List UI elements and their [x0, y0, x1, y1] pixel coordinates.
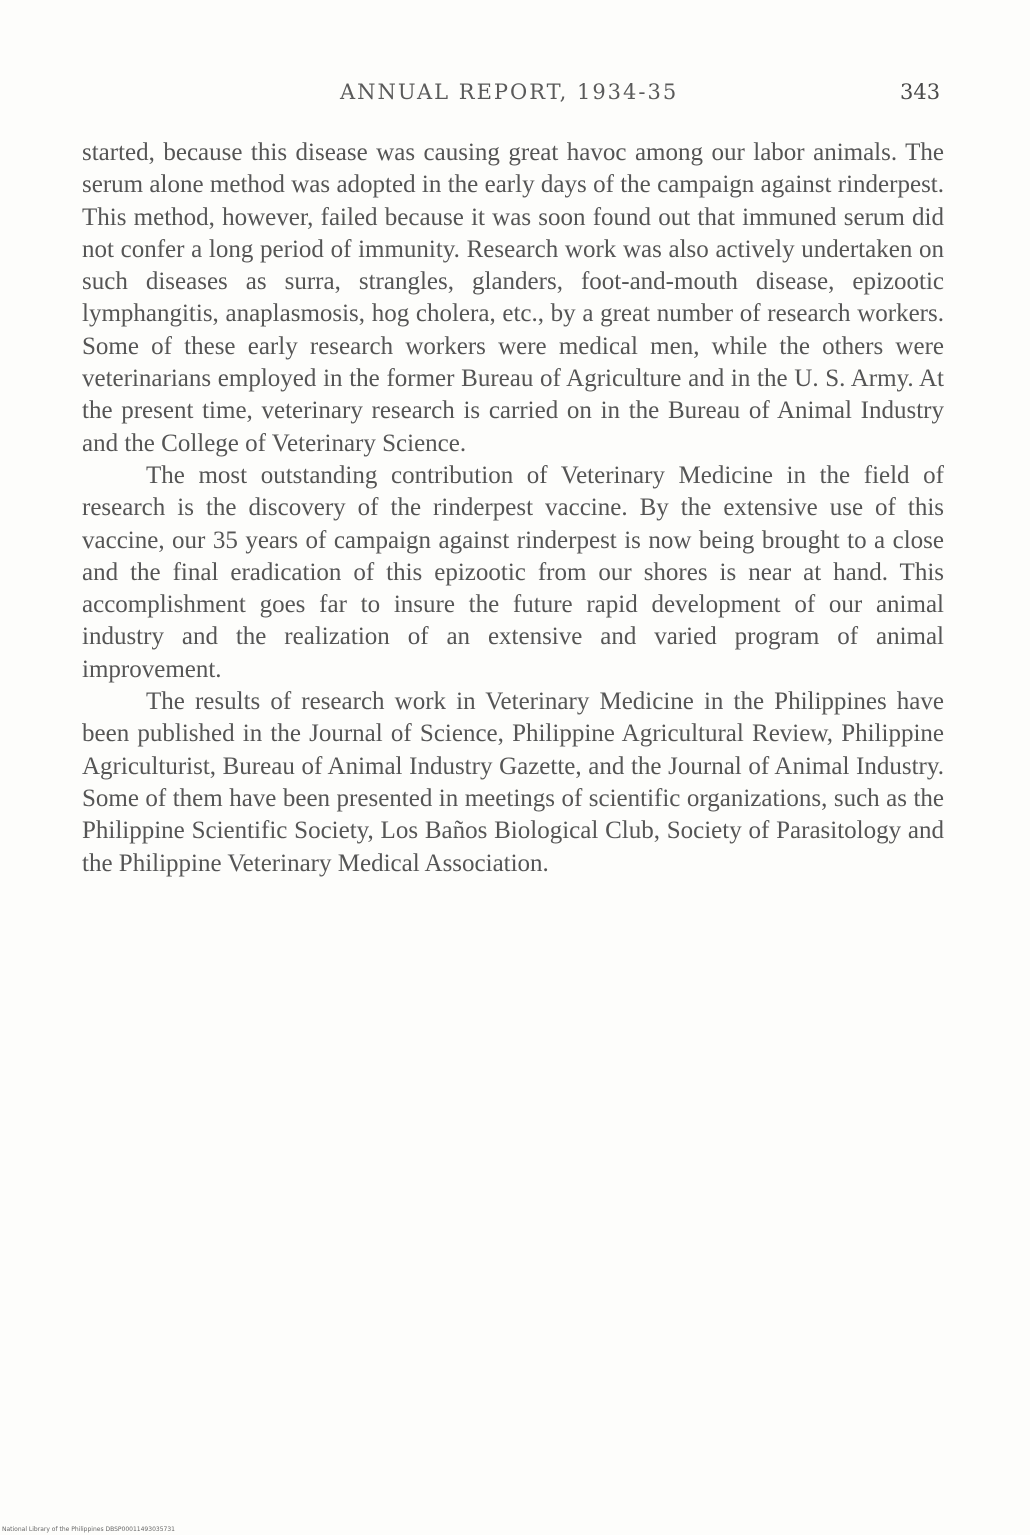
scan-footer-note: National Library of the Philippines DBSP00011493035731: [2, 1526, 175, 1533]
paragraph-3: The results of research work in Veterinary Medicine in the Philippines have been published in the Journal of Science, Philippine Agricultural Review, Philippine Agriculturist, Bureau of Animal Industry Gazette, and the Journal of Animal Industry. Some of them have been presented in meetings of scientific organizations, such as the Philippine Scientific Society, Los Baños Biological Club, Society of Parasitology and the Philippine Veterinary Medical Association.: [82, 688, 944, 877]
body-text: [82, 137, 944, 880]
paragraph-2: The most outstanding contribution of Veterinary Medicine in the field of research is the discovery of the rinderpest vaccine. By the extensive use of this vaccine, our 35 years of campaign against rinderpest is now being brought to a close and the final eradication of this epizootic from our shores is near at hand. This accomplishment goes far to insure the future rapid development of our animal industry and the realization of an extensive and varied program of animal improvement.: [82, 461, 944, 683]
running-title: ANNUAL REPORT, 1934-35: [340, 80, 679, 104]
running-head: [0, 80, 1030, 114]
paragraph-1: started, because this disease was causing great havoc among our labor animals. The serum alone method was adopted in the early days of the campaign against rinderpest. This method, however, failed because it was soon found out that immuned serum did not confer a long period of immunity. Research work was also actively undertaken on such diseases as surra, strangles, glanders, foot-and-mouth disease, epizootic lymphangitis, anaplasmosis, hog cholera, etc., by a great number of research workers. Some of these early research workers were medical men, while the others were veterinarians employed in the former Bureau of Agriculture and in the U. S. Army. At the present time, veterinary research is carried on in the Bureau of Animal Industry and the College of Veterinary Science.: [82, 139, 944, 457]
page-number: 343: [900, 80, 941, 104]
